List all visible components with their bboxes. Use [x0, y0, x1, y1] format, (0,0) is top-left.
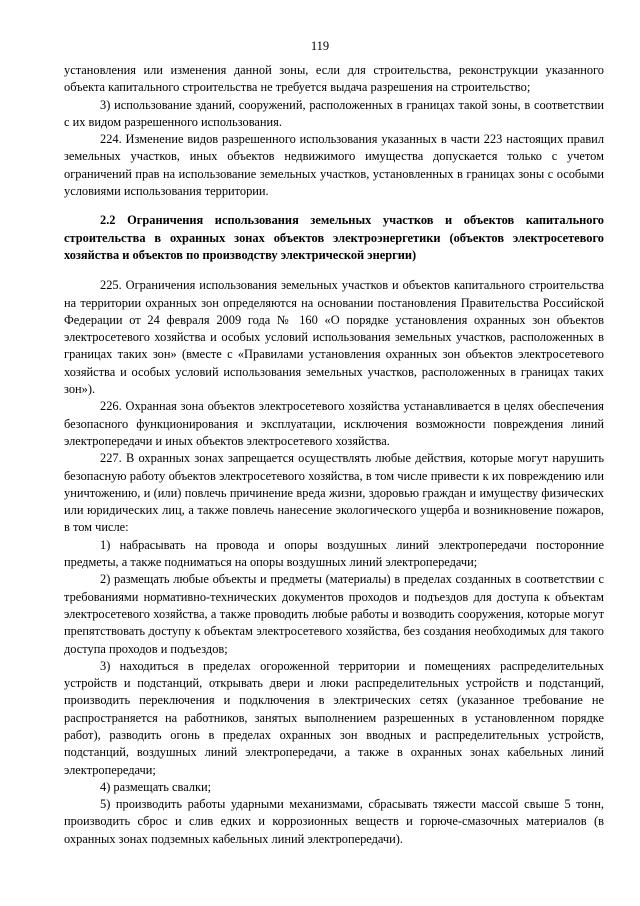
- list-item-3: 3) находиться в пределах огороженной территории и помещениях распределительных устройств и подстанций, открывать двери и люки распределительных устройств и подстанций, производить переключения и подключения в электрических сетях (указанное требование не распространяется на работников, занятых выполнением разрешенных в установленном порядке работ), разводить огонь в пределах охранных зон вводных и распределительных устройств, подстанций, воздушных линий электропередачи, а также в охранных зонах кабельных линий электропередачи;: [64, 658, 604, 777]
- paragraph-227: 227. В охранных зонах запрещается осуществлять любые действия, которые могут нарушить безопасную работу объектов электросетевого хозяйства, в том числе привести к их повреждению или уничтожению, и (или) повлечь причинение вреда жизни, здоровью граждан и имуществу физических или юридических лиц, а также повлечь нанесение экологического ущерба и возникновение пожаров, в том числе:: [64, 451, 604, 535]
- list-item-1: 1) набрасывать на провода и опоры воздушных линий электропередачи посторонние предметы, а также подниматься на опоры воздушных линий электропередачи;: [64, 537, 604, 570]
- paragraph-226: 226. Охранная зона объектов электросетевого хозяйства устанавливается в целях обеспечения безопасного функционирования и эксплуатации, исключения возможности повреждения линий электропередачи и иных объектов электросетевого хозяйства.: [64, 399, 604, 448]
- document-body: [64, 62, 604, 848]
- paragraph-224: 224. Изменение видов разрешенного использования указанных в части 223 настоящих правил земельных участков, иных объектов недвижимого имущества допускается только с учетом ограничений прав на использование земельных участков, установленных в границах зоны с особыми условиями использования территории.: [64, 132, 604, 199]
- list-item-4: 4) размещать свалки;: [100, 779, 212, 794]
- list-item-5: 5) производить работы ударными механизмами, сбрасывать тяжести массой свыше 5 тонн, производить сброс и слив едких и коррозионных веществ и горюче-смазочных материалов (в охранных зонах подземных кабельных линий электропередачи).: [64, 797, 604, 846]
- paragraph-continuation: установления или изменения данной зоны, если для строительства, реконструкции указанного объекта капитального строительства не требуется выдача разрешения на строительство;: [64, 63, 604, 95]
- paragraph-item-3: 3) использование зданий, сооружений, расположенных в границах такой зоны, в соответствии с их видом разрешенного использования.: [64, 97, 604, 129]
- section-heading: 2.2 Ограничения использования земельных участков и объектов капитального строительства в охранных зонах объектов электроэнергетики (объектов электросетевого хозяйства и объектов по производству электрической энергии): [64, 213, 604, 262]
- paragraph-225: 225. Ограничения использования земельных участков и объектов капитального строительства на территории охранных зон определяются на основании постановления Правительства Российской Федерации от 24 февраля 2009 года № 160 «О порядке установления охранных зон объектов электросетевого хозяйства и особых условий использования земельных участков, расположенных в границах таких зон» (вместе с «Правилами установления охранных зон объектов электросетевого хозяйства и особых условий использования земельных участков, расположенных в границах таких зон»).: [64, 278, 604, 397]
- list-item-2: 2) размещать любые объекты и предметы (материалы) в пределах созданных в соответствии с требованиями нормативно-технических документов проходов и подъездов для доступа к объектам электросетевого хозяйства, а также проводить любые работы и возводить сооружения, которые могут препятствовать доступу к объектам электросетевого хозяйства, без создания необходимых для такого доступа проходов и подъездов;: [64, 572, 604, 656]
- page-number: 119: [310, 39, 330, 53]
